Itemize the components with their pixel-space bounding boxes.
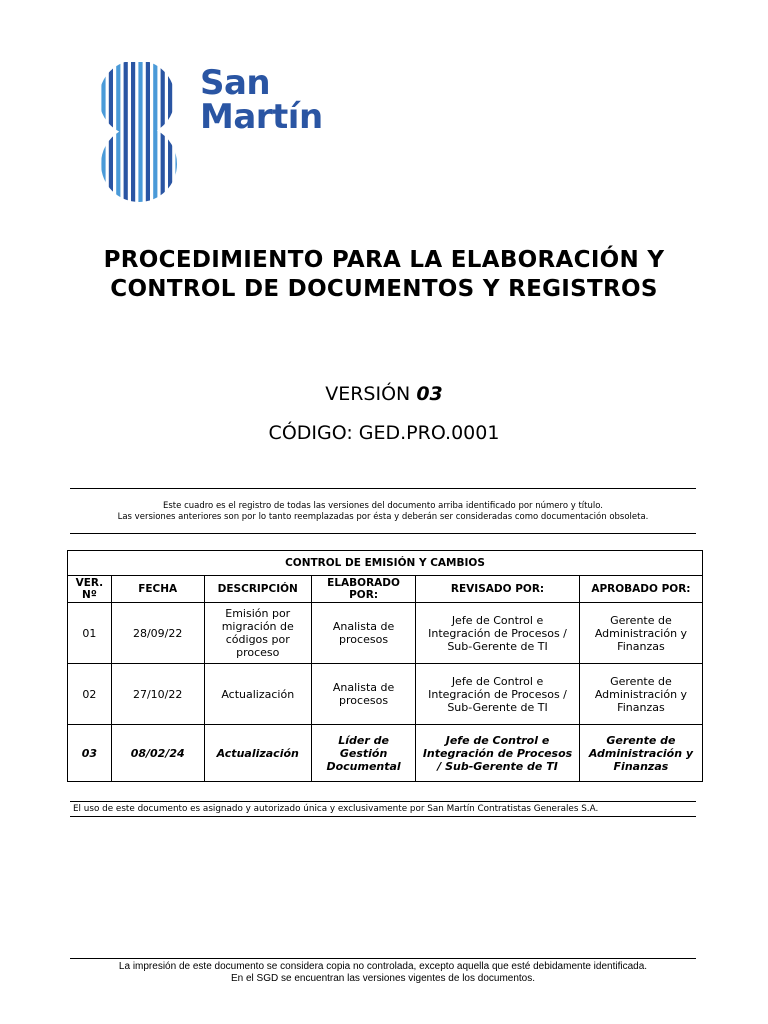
document-title: PROCEDIMIENTO PARA LA ELABORACIÓN Y CONTROL DE DOCUMENTOS Y REGISTROS	[103, 247, 665, 302]
document-code: CÓDIGO: GED.PRO.0001	[268, 422, 500, 444]
logo-stripe	[124, 62, 128, 202]
table-row	[68, 603, 703, 664]
logo-stripe	[94, 62, 98, 202]
version-label: VERSIÓN	[325, 383, 411, 405]
brand-line-2: Martín	[200, 97, 323, 137]
header-approved-by: APROBADO POR:	[579, 576, 702, 603]
cell-reviewed-by: Jefe de Control e Integración de Procesos / Sub-Gerente de TI	[416, 725, 580, 782]
cell-approved-by: Gerente de Administración y Finanzas	[579, 603, 702, 664]
table-row	[68, 664, 703, 725]
logo-stripe	[131, 62, 135, 202]
notice-line-1: Este cuadro es el registro de todas las versiones del documento arriba identificado por número y título.	[163, 501, 603, 511]
cell-description: Actualización	[204, 725, 311, 782]
footer-line-1: La impresión de este documento se considera copia no controlada, excepto aquella que esté debidamente identificada.	[118, 961, 648, 972]
cell-approved-by: Gerente de Administración y Finanzas	[579, 664, 702, 725]
cell-reviewed-by: Jefe de Control e Integración de Procesos / Sub-Gerente de TI	[416, 603, 580, 664]
cell-prepared-by: Analista de procesos	[311, 603, 415, 664]
cell-approved-by: Gerente de Administración y Finanzas	[579, 725, 702, 782]
logo-stripe	[146, 62, 150, 202]
brand-name	[200, 63, 323, 137]
logo-stripe	[116, 62, 120, 202]
logo-stripe	[161, 62, 165, 202]
san-martin-s-logo-icon	[92, 62, 184, 202]
cell-description: Actualización	[204, 664, 311, 725]
usage-statement: El uso de este documento es asignado y autorizado única y exclusivamente por San Martín Contratistas Generales S.A.	[70, 801, 696, 817]
header-date: FECHA	[111, 576, 204, 603]
cell-description: Emisión por migración de códigos por proceso	[204, 603, 311, 664]
logo-stripe	[101, 62, 105, 202]
cell-date: 28/09/22	[111, 603, 204, 664]
logo-stripe	[168, 62, 172, 202]
change-control-table	[67, 550, 703, 782]
footer-line-2: En el SGD se encuentran las versiones vigentes de los documentos.	[230, 973, 536, 984]
cell-prepared-by: Analista de procesos	[311, 664, 415, 725]
logo-stripe	[109, 62, 113, 202]
cell-prepared-by: Líder de Gestión Documental	[311, 725, 415, 782]
version-value: 03	[416, 383, 443, 405]
header-description: DESCRIPCIÓN	[204, 576, 311, 603]
notice-line-2: Las versiones anteriores son por lo tanto reemplazadas por ésta y deberán ser consideradas como documentación obsoleta.	[117, 512, 649, 522]
version-notice	[70, 488, 696, 534]
header-version: VER. Nº	[68, 576, 112, 603]
document-version	[0, 381, 768, 407]
cell-version: 03	[68, 725, 112, 782]
company-logo	[92, 62, 342, 202]
brand-line-1: San	[200, 63, 271, 103]
page-footer	[70, 958, 696, 985]
cell-version: 02	[68, 664, 112, 725]
header-prepared-by: ELABORADO POR:	[311, 576, 415, 603]
logo-stripe	[153, 62, 157, 202]
logo-stripe	[138, 62, 142, 202]
cell-date: 27/10/22	[111, 664, 204, 725]
table-caption: CONTROL DE EMISIÓN Y CAMBIOS	[68, 551, 703, 576]
cell-version: 01	[68, 603, 112, 664]
cell-reviewed-by: Jefe de Control e Integración de Procesos / Sub-Gerente de TI	[416, 664, 580, 725]
table-row	[68, 725, 703, 782]
logo-stripe	[175, 62, 179, 202]
header-reviewed-by: REVISADO POR:	[416, 576, 580, 603]
cell-date: 08/02/24	[111, 725, 204, 782]
